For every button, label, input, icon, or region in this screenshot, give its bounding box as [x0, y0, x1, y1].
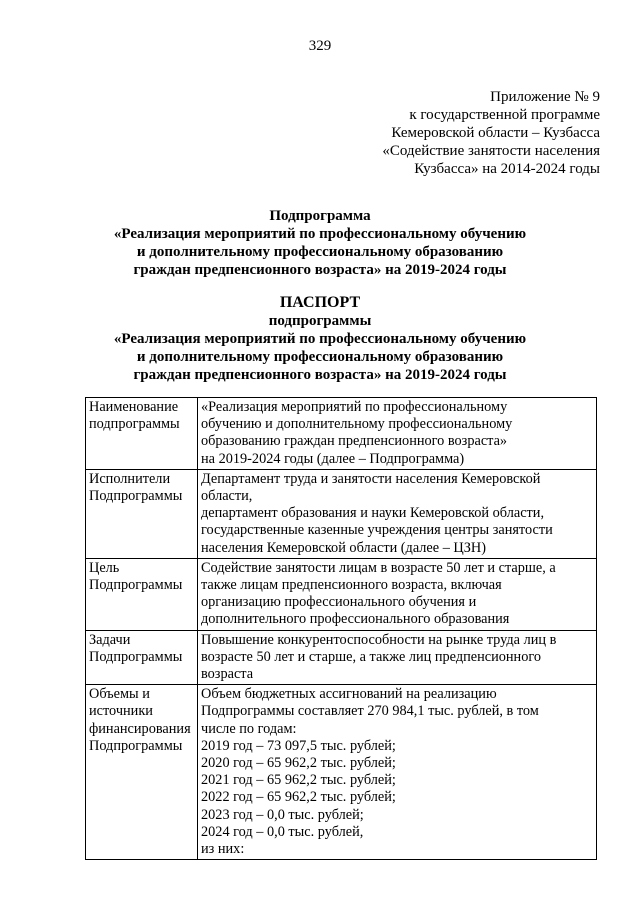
- label-line: Подпрограммы: [89, 577, 183, 594]
- content-line: 2020 год – 65 962,2 тыс. рублей;: [201, 755, 396, 772]
- page-number: 329: [308, 38, 332, 54]
- content-line: области,: [201, 488, 253, 505]
- content-line: 2022 год – 65 962,2 тыс. рублей;: [201, 789, 396, 806]
- content-line: дополнительного профессионального образования: [201, 611, 510, 628]
- appendix-line: «Содействие занятости населения: [382, 143, 600, 159]
- row-label: [86, 685, 198, 860]
- table-row: [86, 630, 597, 685]
- appendix-line: к государственной программе: [409, 107, 600, 123]
- label-line: источники: [89, 703, 153, 720]
- content-line: департамент образования и науки Кемеровской области,: [201, 505, 545, 522]
- label-line: Подпрограммы: [89, 488, 183, 505]
- content-line: Объем бюджетных ассигнований на реализацию: [201, 686, 497, 703]
- table-row: [86, 469, 597, 558]
- table-row: [86, 558, 597, 630]
- label-line: Наименование: [89, 399, 179, 415]
- content-line: из них:: [201, 841, 245, 858]
- label-line: Задачи: [89, 631, 131, 648]
- subprogram-title: [0, 207, 640, 279]
- content-line: также лицам предпенсионного возраста, включая: [201, 577, 502, 594]
- content-line: 2021 год – 65 962,2 тыс. рублей;: [201, 772, 396, 789]
- subprogram-title-line: и дополнительному профессиональному образованию: [136, 244, 504, 260]
- passport-title-line: и дополнительному профессиональному образованию: [136, 349, 504, 365]
- passport-title-line: подпрограммы: [268, 313, 372, 329]
- row-label: [86, 630, 198, 685]
- passport-title: [0, 294, 640, 384]
- label-line: Цель: [89, 559, 120, 576]
- content-line: 2024 год – 0,0 тыс. рублей,: [201, 823, 364, 840]
- row-content: [198, 558, 597, 630]
- content-line: 2023 год – 0,0 тыс. рублей;: [201, 806, 364, 823]
- appendix-line: Кузбасса» на 2014-2024 годы: [414, 161, 600, 177]
- content-line: Подпрограммы составляет 270 984,1 тыс. рублей, в том: [201, 703, 539, 720]
- content-line: «Реализация мероприятий по профессиональному: [201, 399, 508, 415]
- content-line: образованию граждан предпенсионного возраста»: [201, 433, 508, 450]
- content-line: на 2019-2024 годы (далее – Подпрограмма): [201, 450, 465, 467]
- row-content: [198, 469, 597, 558]
- table-row: [86, 685, 597, 860]
- subprogram-title-line: «Реализация мероприятий по профессиональному обучению: [113, 226, 527, 242]
- content-line: Содействие занятости лицам в возрасте 50 лет и старше, а: [201, 559, 556, 576]
- subprogram-title-line: граждан предпенсионного возраста» на 2019-2024 годы: [133, 262, 507, 278]
- row-label: [86, 398, 198, 470]
- passport-table: [85, 397, 597, 860]
- content-line: государственные казенные учреждения центры занятости: [201, 522, 553, 539]
- passport-title-line: «Реализация мероприятий по профессиональному обучению: [113, 331, 527, 347]
- subprogram-title-line: Подпрограмма: [269, 208, 371, 224]
- appendix-header: [340, 88, 600, 178]
- label-line: подпрограммы: [89, 416, 180, 433]
- appendix-line: Приложение № 9: [490, 89, 600, 105]
- content-line: возрасте 50 лет и старше, а также лиц предпенсионного: [201, 648, 542, 665]
- label-line: Подпрограммы: [89, 737, 183, 754]
- passport-heading: ПАСПОРТ: [279, 294, 361, 311]
- content-line: Повышение конкурентоспособности на рынке труда лиц в: [201, 631, 557, 648]
- row-label: [86, 469, 198, 558]
- row-content: [198, 630, 597, 685]
- content-line: возраста: [201, 666, 254, 683]
- appendix-line: Кемеровской области – Кузбасса: [391, 125, 600, 141]
- content-line: обучению и дополнительному профессиональному: [201, 416, 513, 433]
- label-line: Исполнители: [89, 470, 171, 487]
- content-line: организацию профессионального обучения и: [201, 594, 477, 611]
- row-content: [198, 398, 597, 470]
- content-line: числе по годам:: [201, 720, 297, 737]
- label-line: Объемы и: [89, 686, 150, 703]
- passport-title-line: граждан предпенсионного возраста» на 2019-2024 годы: [133, 367, 507, 383]
- label-line: финансирования: [89, 720, 191, 737]
- table-row: [86, 398, 597, 470]
- row-content: [198, 685, 597, 860]
- row-label: [86, 558, 198, 630]
- content-line: Департамент труда и занятости населения Кемеровской: [201, 470, 541, 487]
- content-line: 2019 год – 73 097,5 тыс. рублей;: [201, 737, 396, 754]
- label-line: Подпрограммы: [89, 648, 183, 665]
- content-line: населения Кемеровской области (далее – ЦЗН): [201, 539, 486, 556]
